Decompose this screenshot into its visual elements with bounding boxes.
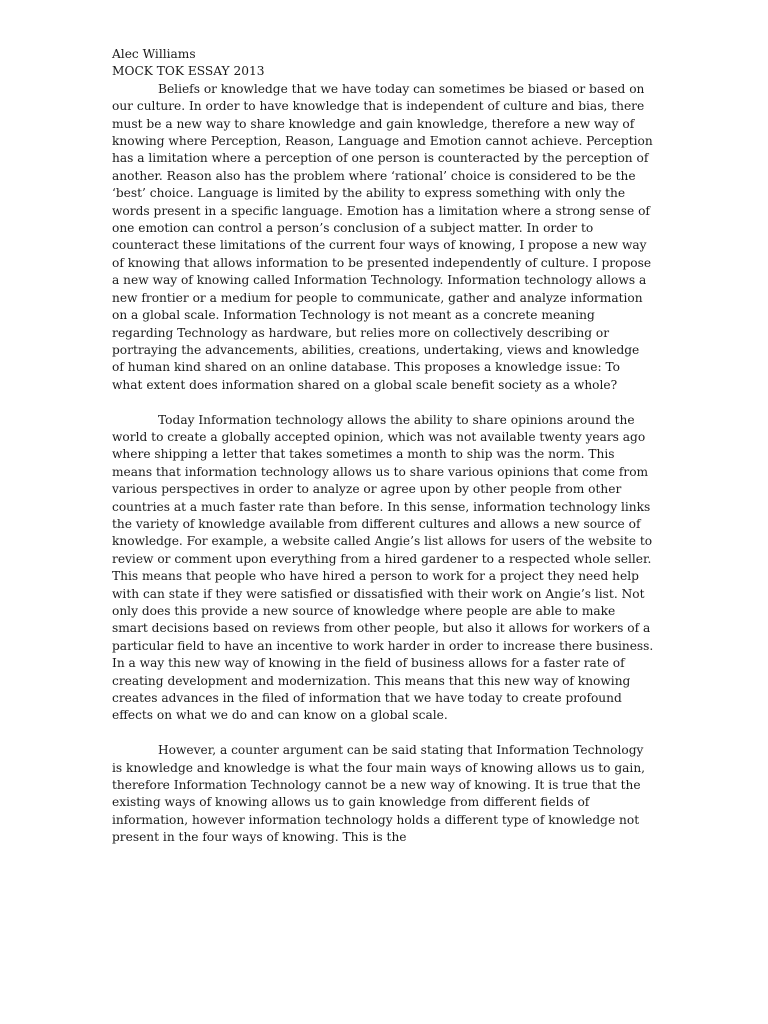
author-name: Alec Williams xyxy=(112,47,196,61)
paragraph-1: Beliefs or knowledge that we have today can sometimes be biased or based on our culture. In order to have knowledge that is independent of culture and bias, there must be a new way to share knowledge and gain knowledge, therefore a new way of knowing where Perception, Reason, Language and Emotion cannot achieve. Perception has a limitation where a perception of one person is counteracted by the perception of another. Reason also has the problem where ‘rational’ choice is considered to be the ‘best’ choice. Language is limited by the ability to express something with only the words present in a specific language. Emotion has a limitation where a strong sense of one emotion can control a person’s conclusion of a subject matter. In order to counteract these limitations of the current four ways of knowing, I propose a new way of knowing that allows information to be presented independently of culture. I propose a new way of knowing called Information Technology. Information technology allows a new frontier or a medium for people to communicate, gather and analyze information on a global scale. Information Technology is not meant as a concrete meaning regarding Technology as hardware, but relies more on collectively describing or portraying the advancements, abilities, creations, undertaking, views and knowledge of human kind shared on an online database. This proposes a knowledge issue: To what extent does information shared on a global scale benefit society as a whole? xyxy=(112,81,653,392)
paragraph-3: However, a counter argument can be said stating that Information Technology is knowledge and knowledge is what the four main ways of knowing allows us to gain, therefore Information Technology cannot be a new way of knowing. It is true that the existing ways of knowing allows us to gain knowledge from different fields of information, however information technology holds a different type of knowledge not present in the four ways of knowing. This is the xyxy=(112,743,646,845)
essay-title: MOCK TOK ESSAY 2013 xyxy=(112,64,265,79)
paragraph-2: Today Information technology allows the ability to share opinions around the world to create a globally accepted opinion, which was not available twenty years ago where shipping a letter that takes sometimes a month to ship was the norm. This means that information technology allows us to share various opinions that come from various perspectives in order to analyze or agree upon by other people from other countries at a much faster rate than before. In this sense, information technology links the variety of knowledge available from different cultures and allows a new source of knowledge. For example, a website called Angie’s list allows for users of the website to review or comment upon everything from a hired gardener to a respected whole seller. This means that people who have hired a person to work for a project they need help with can state if they were satisfied or dissatisfied with their work on Angie’s list. Not only does this provide a new source of knowledge where people are able to make smart decisions based on reviews from other people, but also it allows for workers of a particular field to have an incentive to work harder in order to increase there business. In a way this new way of knowing in the field of business allows for a faster rate of creating development and modernization. This means that this new way of knowing creates advances in the filed of information that we have today to create profound effects on what we do and can know on a global scale. xyxy=(112,412,654,723)
document-header xyxy=(112,46,654,81)
document-page xyxy=(112,46,654,864)
